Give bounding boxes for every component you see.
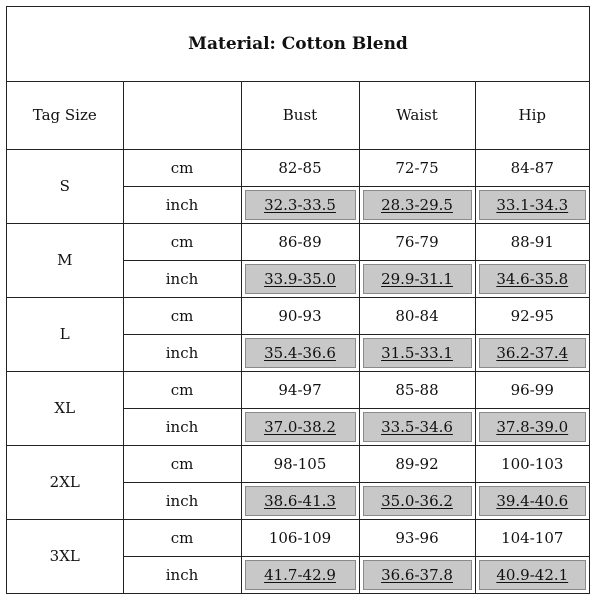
- waist-cm: 85-88: [359, 371, 475, 408]
- unit-label: cm: [123, 519, 241, 556]
- unit-label: inch: [123, 482, 241, 519]
- hip-inch: 37.8-39.0: [475, 408, 589, 445]
- header-bust: Bust: [241, 82, 359, 149]
- bust-cm: 106-109: [241, 519, 359, 556]
- header-waist: Waist: [359, 82, 475, 149]
- hip-inch: 39.4-40.6: [475, 482, 589, 519]
- hip-cm: 88-91: [475, 223, 589, 260]
- waist-cm: 76-79: [359, 223, 475, 260]
- chart-title: Material: Cotton Blend: [7, 7, 589, 82]
- waist-cm: 80-84: [359, 297, 475, 334]
- table-row: [7, 297, 589, 334]
- unit-label: cm: [123, 297, 241, 334]
- unit-label: cm: [123, 371, 241, 408]
- table-row: [7, 223, 589, 260]
- hip-inch: 34.6-35.8: [475, 260, 589, 297]
- bust-cm: 98-105: [241, 445, 359, 482]
- bust-inch: 32.3-33.5: [241, 186, 359, 223]
- unit-label: inch: [123, 334, 241, 371]
- size-label: XL: [7, 371, 123, 445]
- size-table: [7, 82, 589, 594]
- unit-label: cm: [123, 149, 241, 186]
- header-row: [7, 82, 589, 149]
- size-label: S: [7, 149, 123, 223]
- hip-inch: 36.2-37.4: [475, 334, 589, 371]
- header-hip: Hip: [475, 82, 589, 149]
- waist-inch: 35.0-36.2: [359, 482, 475, 519]
- unit-label: inch: [123, 556, 241, 593]
- waist-cm: 93-96: [359, 519, 475, 556]
- bust-inch: 37.0-38.2: [241, 408, 359, 445]
- table-row: [7, 519, 589, 556]
- waist-inch: 36.6-37.8: [359, 556, 475, 593]
- hip-cm: 100-103: [475, 445, 589, 482]
- unit-label: inch: [123, 408, 241, 445]
- table-row: [7, 149, 589, 186]
- hip-cm: 104-107: [475, 519, 589, 556]
- bust-cm: 94-97: [241, 371, 359, 408]
- bust-inch: 33.9-35.0: [241, 260, 359, 297]
- bust-cm: 86-89: [241, 223, 359, 260]
- size-label: 3XL: [7, 519, 123, 593]
- waist-inch: 33.5-34.6: [359, 408, 475, 445]
- bust-cm: 90-93: [241, 297, 359, 334]
- waist-cm: 72-75: [359, 149, 475, 186]
- waist-cm: 89-92: [359, 445, 475, 482]
- unit-label: inch: [123, 260, 241, 297]
- hip-cm: 84-87: [475, 149, 589, 186]
- unit-label: cm: [123, 223, 241, 260]
- size-label: 2XL: [7, 445, 123, 519]
- waist-inch: 29.9-31.1: [359, 260, 475, 297]
- table-row: [7, 445, 589, 482]
- waist-inch: 31.5-33.1: [359, 334, 475, 371]
- size-label: L: [7, 297, 123, 371]
- size-label: M: [7, 223, 123, 297]
- bust-inch: 38.6-41.3: [241, 482, 359, 519]
- bust-inch: 41.7-42.9: [241, 556, 359, 593]
- hip-inch: 40.9-42.1: [475, 556, 589, 593]
- unit-label: inch: [123, 186, 241, 223]
- bust-inch: 35.4-36.6: [241, 334, 359, 371]
- header-tag-size: Tag Size: [7, 82, 123, 149]
- size-chart: [6, 6, 590, 594]
- table-row: [7, 371, 589, 408]
- hip-inch: 33.1-34.3: [475, 186, 589, 223]
- hip-cm: 96-99: [475, 371, 589, 408]
- waist-inch: 28.3-29.5: [359, 186, 475, 223]
- header-unit: [123, 82, 241, 149]
- unit-label: cm: [123, 445, 241, 482]
- bust-cm: 82-85: [241, 149, 359, 186]
- hip-cm: 92-95: [475, 297, 589, 334]
